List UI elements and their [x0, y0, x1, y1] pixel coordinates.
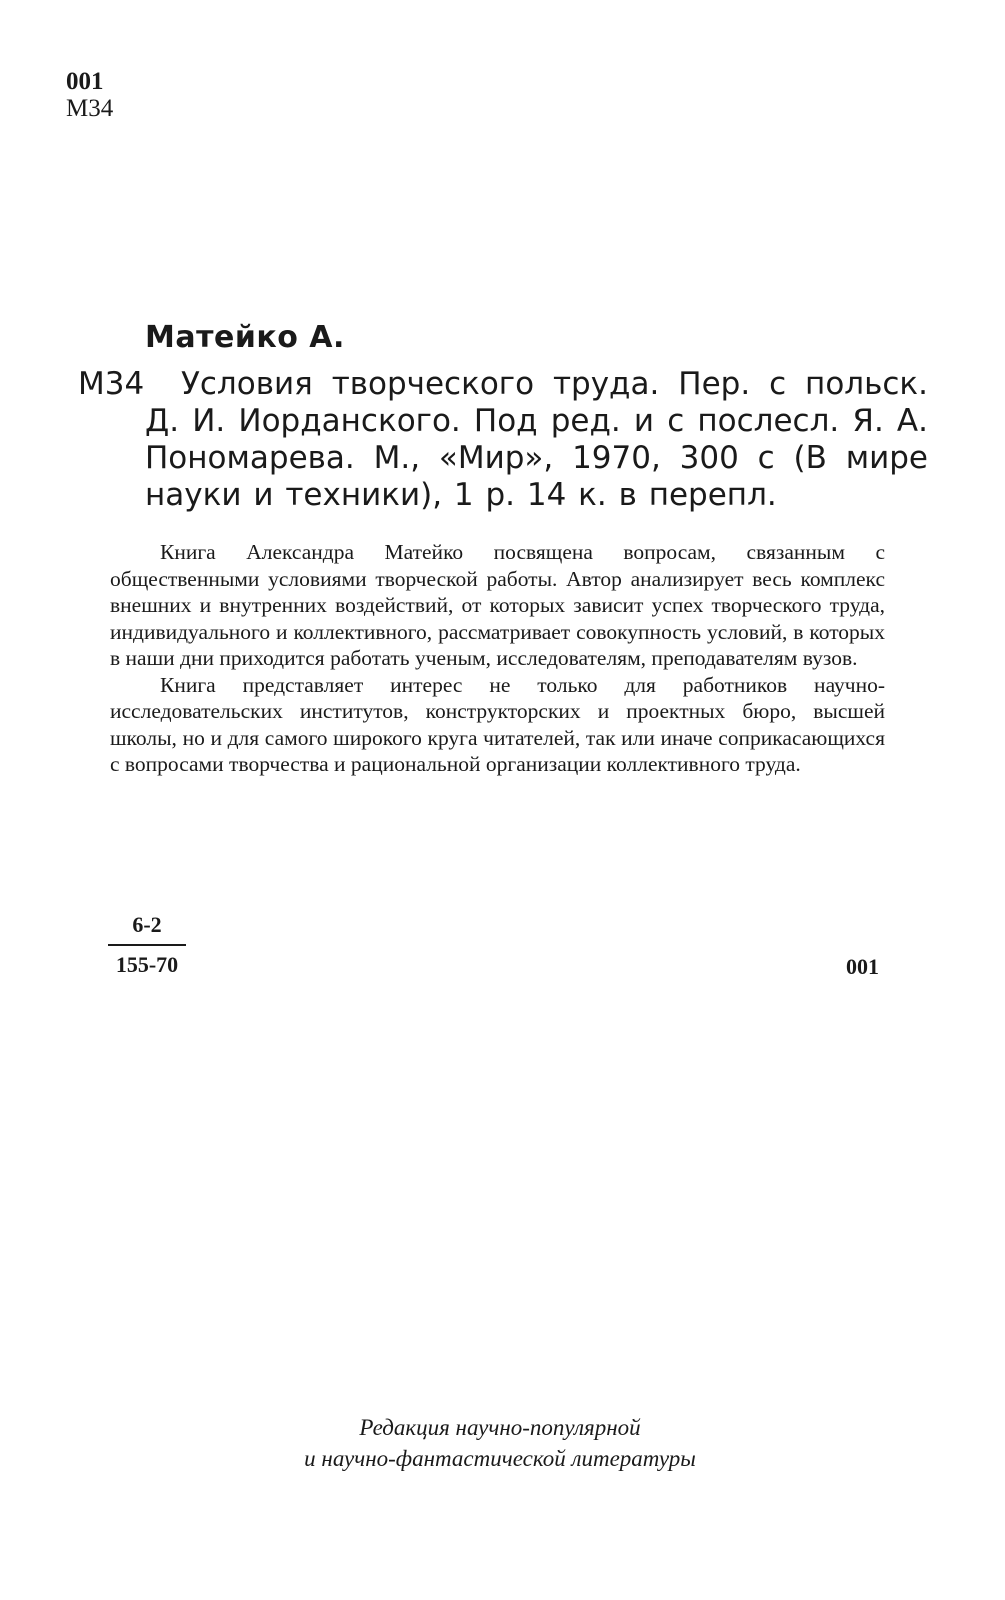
- bibliographic-description: Условия творческого труда. Пер. с польск. Д. И. Иорданского. Под ред. и с послесл. Я. А. Пономарева. М., «Мир», 1970, 300 с (В мире науки и техники), 1 р. 14 к. в перепл.: [145, 366, 928, 513]
- annotation-paragraph-2: Книга представляет интерес не только для работников научно-исследовательских институтов, конструкторских и проектных бюро, высшей школы, но и для самого широкого круга читателей, так или иначе соприкасающихся с вопросами творчества и рациональной организации коллективного труда.: [110, 672, 885, 776]
- bibliographic-entry: [78, 366, 928, 514]
- author-mark-entry: М34: [78, 366, 145, 402]
- annotation-paragraph-1: Книга Александра Матейко посвящена вопросам, связанным с общественными условиями творческой работы. Автор анализирует весь комплекс внешних и внутренних воздействий, от которых зависит успех творческого труда, индивидуального и коллективного, рассматривает совокупность условий, в которых в наши дни приходится работать ученым, исследователям, преподавателям вузов.: [110, 540, 885, 670]
- imprint-line-2: и научно-фантастической литературы: [304, 1446, 696, 1471]
- fraction-numerator: 6-2: [108, 912, 186, 946]
- catalog-fraction: [108, 912, 186, 978]
- imprint-line-1: Редакция научно-популярной: [359, 1415, 641, 1440]
- author-mark-top: М34: [66, 95, 114, 122]
- udc-code-top: 001: [66, 68, 104, 95]
- classification-index: [66, 68, 113, 122]
- annotation: [110, 539, 885, 778]
- udc-code-bottom: 001: [846, 954, 879, 979]
- editorial-imprint: [200, 1412, 800, 1474]
- author-heading: Матейко А.: [145, 320, 345, 355]
- fraction-denominator: 155-70: [115, 952, 179, 977]
